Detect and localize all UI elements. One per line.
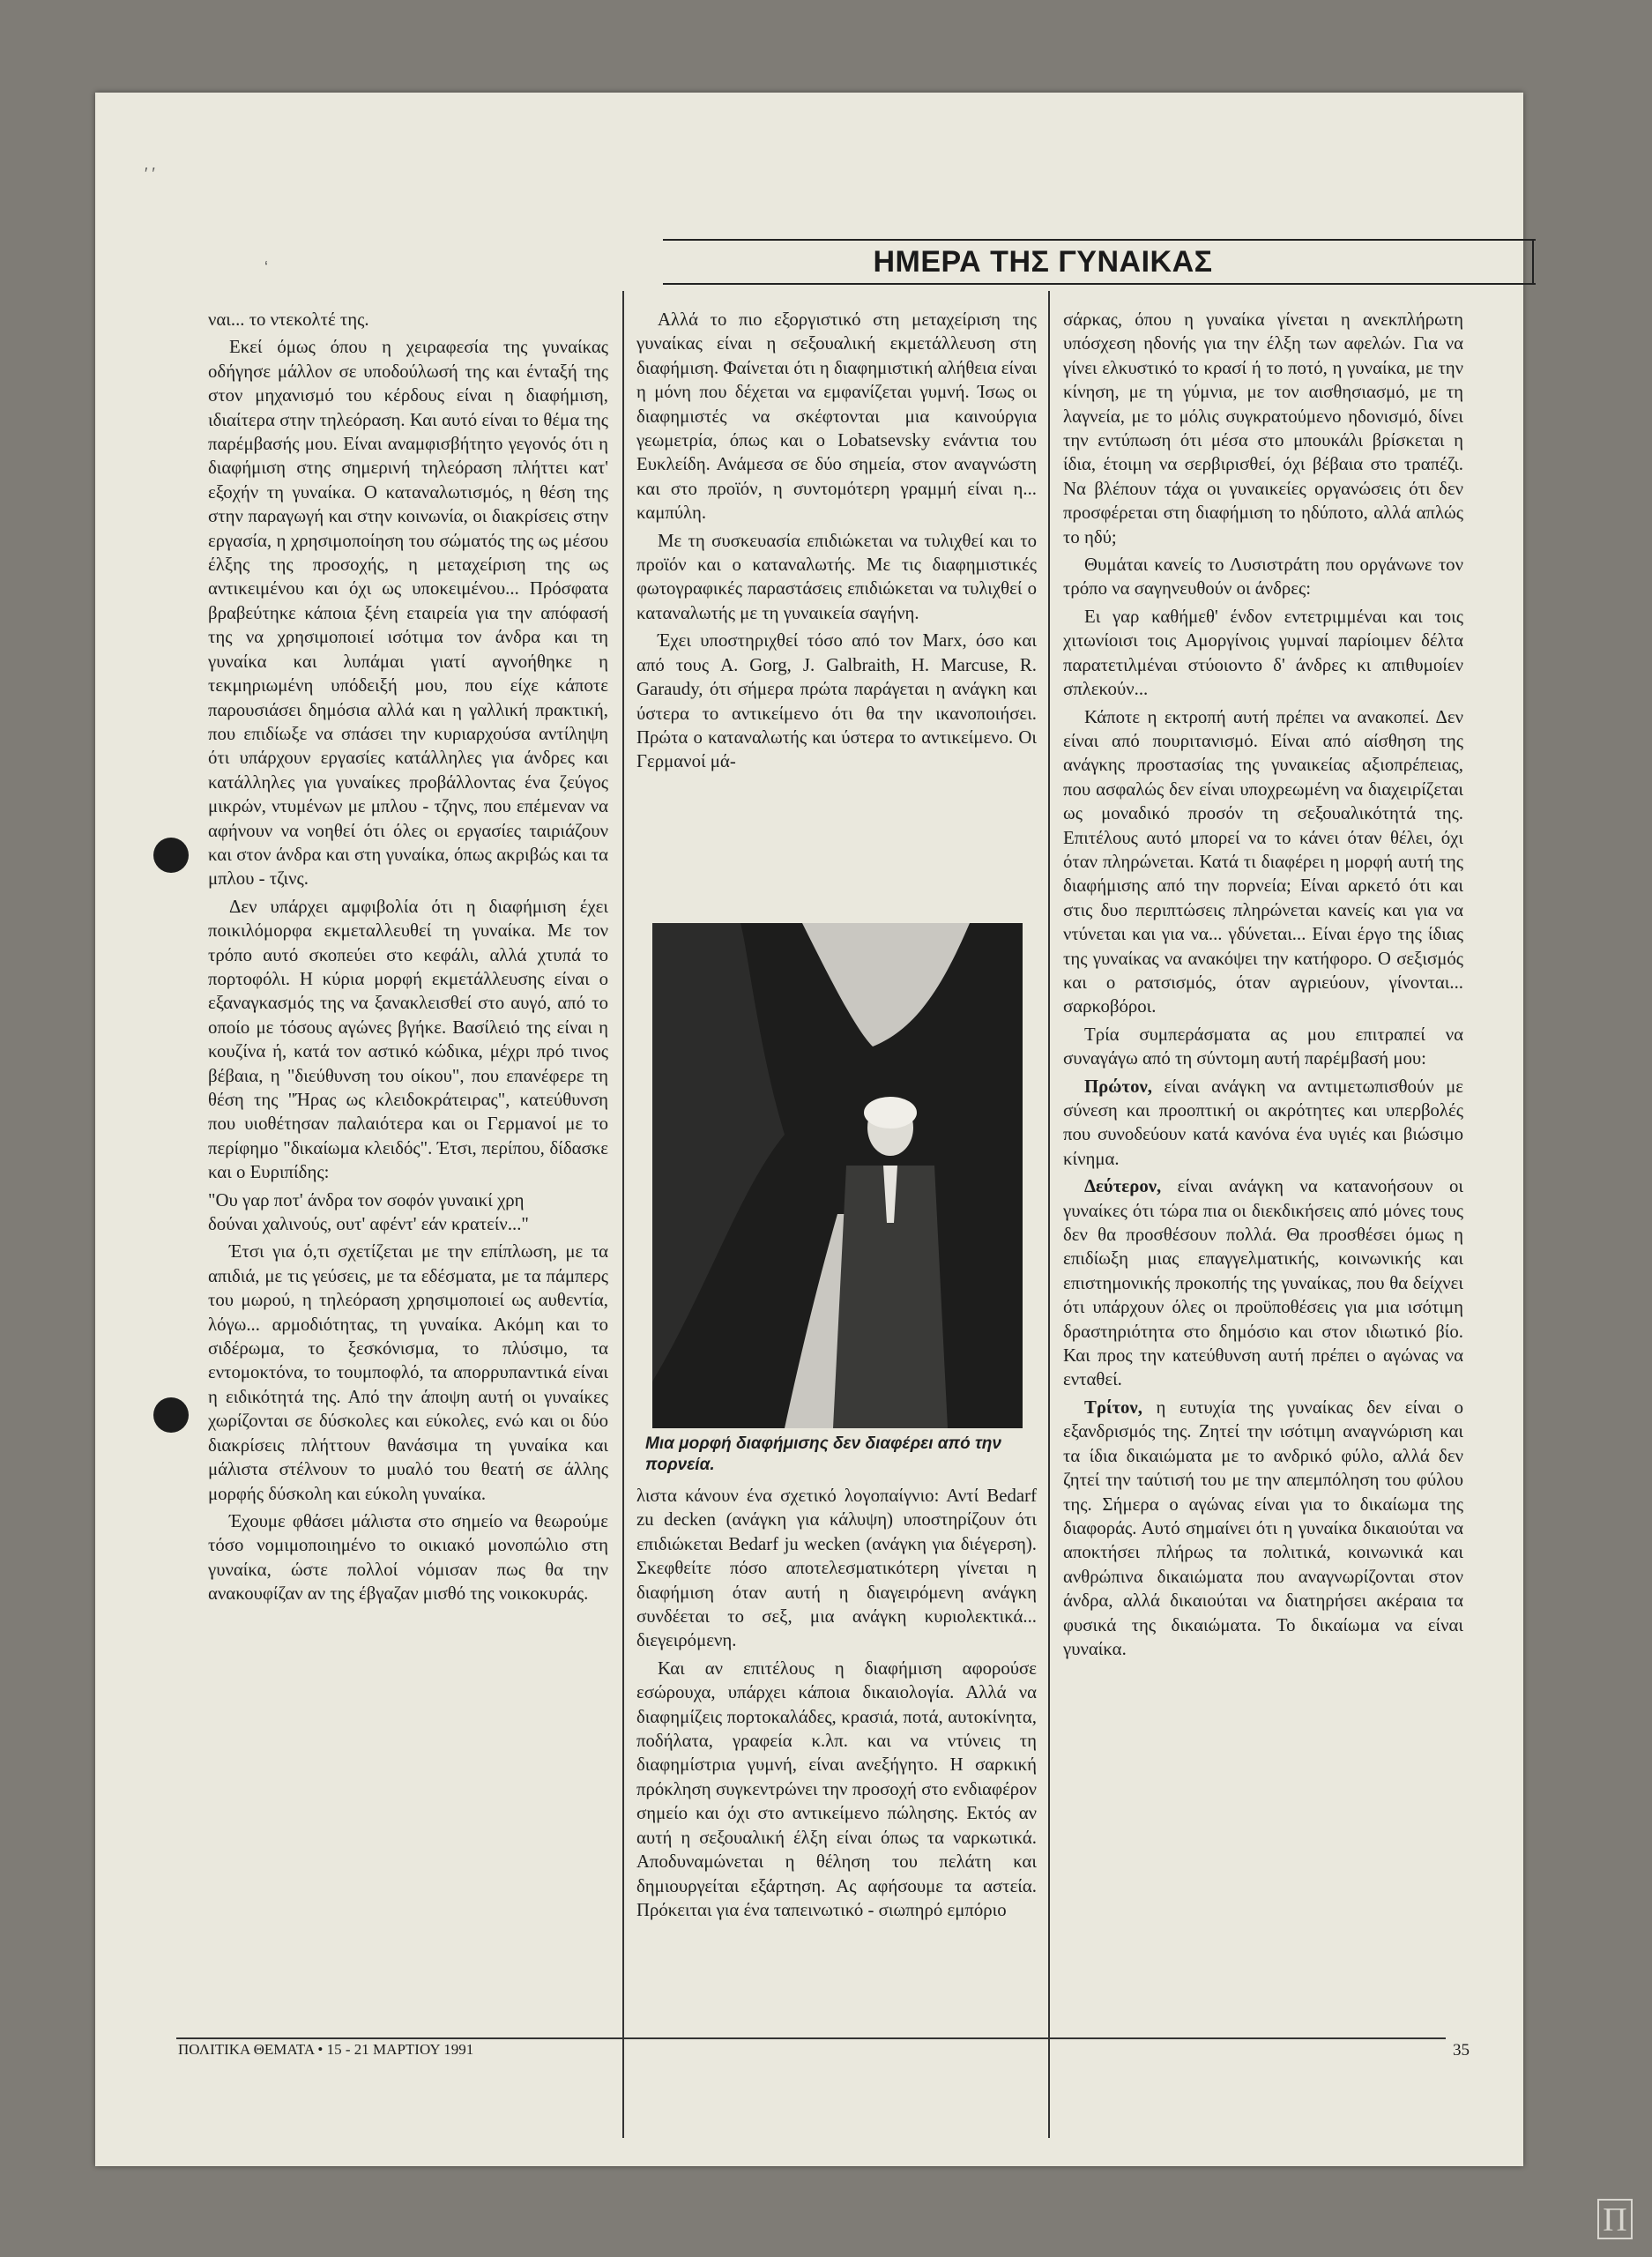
paragraph: ναι... το ντεκολτέ της. xyxy=(208,309,369,330)
article-column-3 xyxy=(1063,308,1463,1665)
archive-logo-icon: Π xyxy=(1597,2199,1633,2239)
footer-publication: ΠΟΛΙΤΙΚΑ ΘΕΜΑΤΑ • 15 - 21 ΜΑΡΤΙΟΥ 1991 xyxy=(178,2041,474,2058)
paragraph: Κάποτε η εκτροπή αυτή πρέπει να ανακοπεί. Δεν είναι από πουριτανισμό. Είναι από αίσθηση της ανάγκης προστασίας της γυναικείας αξιοπρέπειας, που ασφαλώς δεν είναι υποχρεωμένη να διαχειρίζεται ως μοναδικό προσόν τη σεξουαλικότητά της. Επιτέλους αυτό μπορεί να το κάνει όταν θέλει, όχι όταν πληρώνεται. Κατά τι διαφέρει η μορφή αυτή της διαφήμισης από την πορνεία; Είναι αρκετό ότι και στις δυο περιπτώσεις πληρώνεται κανείς και για να ντύνεται και για να... γδύνεται... Είναι έργο της ίδιας της γυναίκας να ανακόψει την κατήφορο. Ο σεξισμός και ο ρατσισμός, όταν αγριεύουν, γίνονται... σαρκοβόροι. xyxy=(1063,706,1463,1017)
paragraph: Τρία συμπεράσματα ας μου επιτραπεί να συναγάγω από τη σύντομη αυτή παρέμβασή μου: xyxy=(1063,1024,1463,1069)
paragraph: Έχει υποστηριχθεί τόσο από τον Marx, όσο και από τους A. Gorg, J. Galbraith, H. Marcuse, R. Garaudy, ότι σήμερα πρώτα παράγεται η ανάγκη και ύστερα το αντικείμενο ότι θα την ικανοποιήσει. Πρώτα ο καταναλωτής και ύστερα το αντικείμενο. Οι Γερμανοί μά- xyxy=(636,630,1037,772)
paragraph: Εκεί όμως όπου η χειραφεσία της γυναίκας οδήγησε μάλλον σε υποδούλωσή της και ένταξή της στον μηχανισμό του κέρδους είναι η διαφήμιση, ιδιαίτερα στην τηλεόραση. Και αυτό είναι το θέμα της παρέμβασής μου. Είναι αναμφισβήτητο γεγονός ότι η διαφήμιση στης σημερινή τηλεόραση πλήττει κατ' εξοχήν τη γυναίκα. Ο καταναλωτισμός, η θέση της στην παραγωγή και στην κοινωνία, οι διακρίσεις στην εργασία, η χρησιμοποίηση του σώματός της ως μέσου έλξης της προσοχής, η μεταχείριση της ως αντικειμένου και όχι ως υποκειμένου... Πρόσφατα βραβεύτηκε κάποια ξένη εταιρεία για την απόφασή της να χρησιμοποιεί ισότιμα τον άνδρα και τη γυναίκα και λυπάμαι γιατί αγνοήθηκε η τεκμηριωμένη υπόδειξή μου, που είχε κάποτε παρουσιάσει δημόσια αλλά και η γαλλική πρακτική, που επιδίωξε να σπάσει την κυριαρχούσα αντίληψη ότι υπάρχουν εργασίες κατάλληλες για άνδρες και κατάλληλες για γυναίκες προβάλλοντας ένα ζεύγος μικρών, ντυμένων με μπλου - τζηνς, που επέμεναν να αφήνουν να νοηθεί ότι όλες οι εργασίες ταιριάζουν και στον άνδρα και στη γυναίκα, όπως ακριβώς και τα μπλου - τζινς. xyxy=(208,337,608,890)
punch-hole xyxy=(153,1397,189,1433)
verse-line: "Ου γαρ ποτ' άνδρα τον σοφόν γυναικί χρη xyxy=(208,1189,525,1210)
conclusion-first xyxy=(1063,1075,1463,1172)
header-rule xyxy=(663,239,1536,241)
punch-hole xyxy=(153,838,189,873)
verse-line: δούναι χαλινούς, ουτ' αφέντ' εάν κρατείν..." xyxy=(208,1214,529,1235)
article-column-2-top xyxy=(636,308,1037,778)
paragraph: Θυμάται κανείς το Λυσιστράτη που οργάνωνε τον τρόπο να σαγηνευθούν οι άνδρες: xyxy=(1063,555,1463,600)
paragraph: Δεν υπάρχει αμφιβολία ότι η διαφήμιση έχει ποικιλόμορφα εκμεταλλευθεί τη γυναίκα. Με τον τρόπο αυτό σκοπεύει στο κεφάλι, αλλά χτυπά το πορτοφόλι. Η κύρια μορφή εκμετάλλευσης είναι ο εξαναγκασμός της να ξανακλεισθεί στο αυγό, από το οποίο με τόσους αγώνες βγήκε. Βασίλειό της είναι η κουζίνα ή, κατά τον αστικό κώδικα, μέχρι πρό τινος βέβαια, η "διεύθυνση του οίκου", που επανέφερε τη θέση της "Ήρας ως κλειδοκράτειρας", κατεύθυνση που υιοθέτησαν παλαιότερα και οι Γερμανοί με το περίφημο "δικαίωμα κλειδός". Έτσι, περίπου, δίδασκε και ο Ευριπίδης: xyxy=(208,896,608,1183)
photo-figure-icon xyxy=(652,923,1023,1428)
paragraph: σάρκας, όπου η γυναίκα γίνεται η ανεκπλήρωτη υπόσχεση ηδονής για την έλξη των αφελών. Για να γίνει ελκυστικό το κρασί ή το ποτό, η γυναίκα, με την κίνηση, με τη γύμνια, με τον αισθησιασμό, με τη λαγνεία, με το μόλις συγκρατούμενο ηδονισμό, δίνει την εντύπωση ότι μέσα στο μπουκάλι βρίσκεται η ίδια, έτοιμη να σερβιρισθεί, όχι βέβαια στο τραπέζι. Να βλέπουν τάχα οι γυναικείες οργανώσεις ότι δεν προσφέρεται στη διαφήμιση το ηδύποτο, αλλά απλώς το ηδύ; xyxy=(1063,309,1463,547)
conclusion-text: η ευτυχία της γυναίκας δεν είναι ο εξανδρισμός της. Ζητεί την ισότιμη αναγνώριση και τα ίδια δικαιώματα με το ανδρικό φύλο, αλλά δεν ζητεί την ταύτισή του με την απεμπόληση του φύλου της. Σήμερα ο αγώνας είναι για το δικαίωμα της διαφοράς. Αυτό σημαίνει ότι η γυναίκα δικαιούται να αποκτήσει πλήρως τα πολιτικά, κοινωνικά και ανθρώπινα δικαιώματα που αναγνωρίζονται στον άνδρα, αλλά δικαιούται να διατηρήσει ακέραια τα φυσικά της δικαιώματα. Το δικαίωμα να είναι γυναίκα. xyxy=(1063,1397,1463,1659)
conclusion-label: Τρίτον, xyxy=(1084,1397,1142,1418)
column-rule xyxy=(622,291,624,2138)
conclusion-label: Πρώτον, xyxy=(1084,1076,1152,1097)
quotation: Ει γαρ καθήμεθ' ένδον εντετριμμέναι και τοις χιτωνίοισι τοις Αμοργίνοις γυμναί παρίοιμεν δέλτα παρατετιλμέναι στύοιοντο δ' άνδρες κι απιθυμοίεν σπλεκούν... xyxy=(1063,606,1463,700)
paragraph: λιστα κάνουν ένα σχετικό λογοπαίγνιο: Αντί Bedarf zu decken (ανάγκη για κάλυψη) υποστηρίζουν ότι επιδιώκεται Bedarf ju wecken (ανάγκη για διέγερση). Σκεφθείτε πόσο αποτελεσματικότερη γίνεται η διαφήμιση όταν αυτή η διαγειρόμενη ανάγκη συνδέεται το σεξ, μια ανάγκη κυριολεκτικά... διεγειρόμενη. xyxy=(636,1486,1037,1651)
paragraph: Αλλά το πιο εξοργιστικό στη μεταχείριση της γυναίκας είναι η σεξουαλική εκμετάλλευση στη διαφήμιση. Φαίνεται ότι η διαφημιστική αλήθεια είναι η μόνη που δέχεται να εμφανίζεται γυμνή. Ίσως οι διαφημιστές να σκέφτονται μια καινούργια γεωμετρία, όπως και ο Lobatsevsky ενάντια του Ευκλείδη. Ανάμεσα σε δύο σημεία, στον αναγνώστη και στο προϊόν, η συντομότερη γραμμή είναι η... καμπύλη. xyxy=(636,309,1037,524)
paragraph: Έχουμε φθάσει μάλιστα στο σημείο να θεωρούμε τόσο νομιμοποιημένο το οικιακό μονοπώλιο στη γυναίκα, ώστε πολλοί νόμισαν πως θα την ανακουφίζαν αν της έβγαζαν μισθό της νοικοκυράς. xyxy=(208,1510,608,1605)
conclusion-second xyxy=(1063,1174,1463,1392)
pencil-mark: ′ ′ xyxy=(145,165,155,182)
article-column-2-bottom xyxy=(636,1484,1037,1926)
newspaper-page xyxy=(95,93,1523,2166)
advertising-photo xyxy=(652,923,1023,1428)
paragraph: Και αν επιτέλους η διαφήμιση αφορούσε εσώρουχα, υπάρχει κάποια δικαιολογία. Αλλά να διαφημίζεις πορτοκαλάδες, κρασιά, ποτά, αυτοκίνητα, ποδήλατα, γραφεία κ.λπ. και να ντύνεις τη διαφημίστρια γυμνή, είναι ανεξήγητο. Η σαρκική πρόκληση συγκεντρώνει την προσοχή στο ενδιαφέρον σημείο και όχι στο αντικείμενο πώλησης. Εκτός αν αυτή η σεξουαλική έλξη είναι όπως τα ναρκωτικά. Αποδυναμώνεται η θέληση του πελάτη και δημιουργείται εξάρτηση. Ας αφήσουμε τα αστεία. Πρόκειται για ένα ταπεινωτικό - σιωπηρό εμπόριο xyxy=(636,1657,1037,1920)
section-title: ΗΜΕΡΑ ΤΗΣ ΓΥΝΑΙΚΑΣ xyxy=(873,245,1213,279)
pencil-mark: ‘ xyxy=(264,258,268,276)
paragraph: Με τη συσκευασία επιδιώκεται να τυλιχθεί και το προϊόν και ο καταναλωτής. Με τις διαφημιστικές φωτογραφικές παραστάσεις επιδιώκεται να τυλιχθεί ο καταναλωτής με τη γυναικεία σαγήνη. xyxy=(636,530,1037,623)
header-rule xyxy=(1532,239,1534,285)
page-number: 35 xyxy=(1453,2041,1470,2060)
conclusion-text: είναι ανάγκη να κατανοήσουν οι γυναίκες ότι τώρα πια οι διεκδικήσεις από μόνες τους δεν θα προσθέσουν πολλά. Θα προσθέσει όμως η επιδίωξη μιας επαγγελματικής, κοινωνικής και επιστημονικής προκοπής της γυναίκας, που θα δείχνει ότι υπάρχουν όλες οι προϋποθέσεις για μια ισότιμη δραστηριότητα στο δημόσιο και στον ιδιωτικό βίο. Και προς την κατεύθυνση αυτή πρέπει ο αγώνας να ενταθεί. xyxy=(1063,1176,1463,1390)
article-column-1 xyxy=(208,308,608,1610)
conclusion-label: Δεύτερον, xyxy=(1084,1176,1162,1197)
photo-caption: Μια μορφή διαφήμισης δεν διαφέρει από την πορνεία. xyxy=(645,1434,1001,1474)
conclusion-third xyxy=(1063,1396,1463,1661)
header-rule xyxy=(663,283,1536,285)
column-rule xyxy=(1048,291,1050,2138)
paragraph: Έτσι για ό,τι σχετίζεται με την επίπλωση, με τα απιδιά, με τις γεύσεις, με τα εδέσματα, με τα πάμπερς του μωρού, η τηλεόραση χρησιμοποιεί ως αυθεντία, λόγω... αρμοδιότητας, τη γυναίκα. Ακόμη και το σιδέρωμα, το ξεσκόνισμα, το πλύσιμο, τα εντομοκτόνα, το τουμποφλό, τα απορρυπαντικά είναι η ειδικότητά της. Από την άποψη αυτή οι γυναίκες χωρίζονται σε δύσκολες και εύκολες, ενώ και οι δύο διακρίσεις πλήττουν θανάσιμα τη γυναίκα και μάλιστα στέλνουν το μυαλό του θεατή σε άλλης μορφής δύσκολη και εύκολη γυναίκα. xyxy=(208,1241,608,1504)
footer-rule xyxy=(176,2037,1446,2039)
conclusion-text: είναι ανάγκη να αντιμετωπισθούν με σύνεση και προοπτική οι ακρότητες και υπερβολές που συνοδεύουν κατά κανόνα ένα υγιές και βιώσιμο κίνημα. xyxy=(1063,1076,1463,1169)
